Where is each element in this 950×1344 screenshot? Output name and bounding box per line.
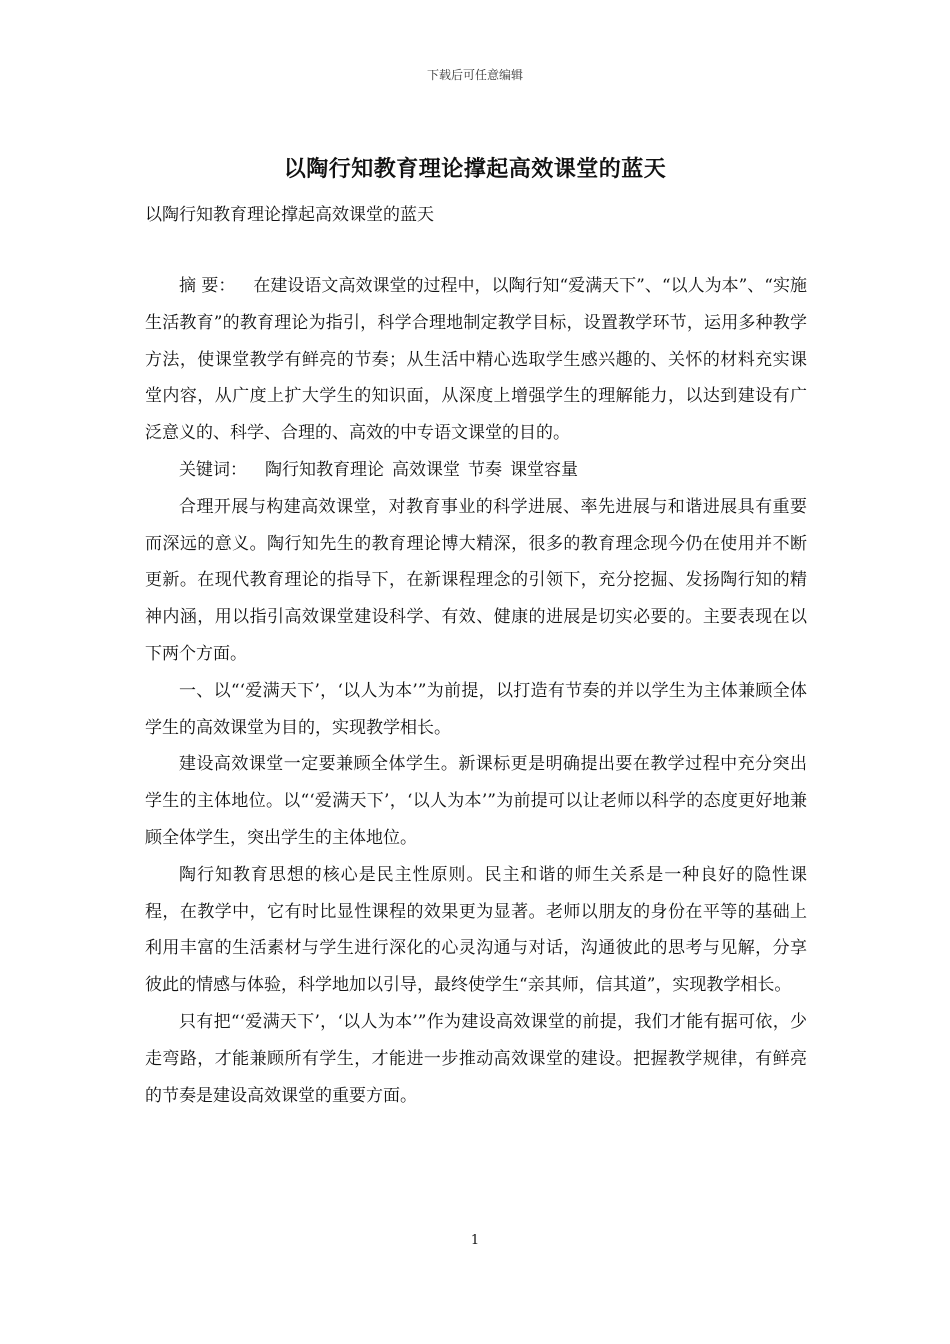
keyword-item: 陶行知教育理论	[265, 459, 384, 480]
page-header: 下载后可任意编辑	[426, 68, 523, 82]
abstract-text: 在建设语文高效课堂的过程中，以陶行知“爱满天下”、“以人为本”、“实施生活教育”的教育理论为指引，科学合理地制定教学目标，设置教学环节，运用多种教学方法，使课堂教学有鲜亮的节奏；从生活中精心选取学生感兴趣的、关怀的材料充实课堂内容，从广度上扩大学生的知识面，从深度上增强学生的理解能力，以达到建设有广泛意义的、科学、合理的、高效的中专语文课堂的目的。	[145, 276, 807, 444]
keywords-label: 关键词：	[179, 459, 247, 480]
document-subtitle: 以陶行知教育理论撑起高效课堂的蓝天	[145, 205, 434, 225]
section-heading-paragraph: 一、以“‘爱满天下’，‘以人为本’”为前提，以打造有节奏的并以学生为主体兼顾全体学生的高效课堂为目的，实现教学相长。	[145, 680, 807, 738]
abstract-label: 摘 要：	[179, 276, 236, 296]
page-number: 1	[470, 1233, 480, 1248]
abstract-paragraph	[145, 268, 807, 452]
document-body	[145, 268, 807, 1114]
keyword-item: 节奏	[468, 459, 502, 480]
document-title: 以陶行知教育理论撑起高效课堂的蓝天	[283, 156, 667, 182]
body-paragraph: 合理开展与构建高效课堂，对教育事业的科学进展、率先进展与和谐进展具有重要而深远的意义。陶行知先生的教育理论博大精深，很多的教育理念现今仍在使用并不断更新。在现代教育理论的指导下，在新课程理念的引领下，充分挖掘、发扬陶行知的精神内涵，用以指引高效课堂建设科学、有效、健康的进展是切实必要的。主要表现在以下两个方面。	[145, 496, 807, 664]
body-paragraph: 只有把“‘爱满天下’，‘以人为本’”作为建设高效课堂的前提，我们才能有据可依，少走弯路，才能兼顾所有学生，才能进一步推动高效课堂的建设。把握教学规律，有鲜亮的节奏是建设高效课堂的重要方面。	[145, 1011, 807, 1106]
body-paragraph: 陶行知教育思想的核心是民主性原则。民主和谐的师生关系是一种良好的隐性课程，在教学中，它有时比显性课程的效果更为显著。老师以朋友的身份在平等的基础上利用丰富的生活素材与学生进行深化的心灵沟通与对话，沟通彼此的思考与见解，分享彼此的情感与体验，科学地加以引导，最终使学生“亲其师，信其道”，实现教学相长。	[145, 864, 807, 996]
keyword-item: 课堂容量	[510, 459, 578, 480]
keywords-paragraph	[145, 452, 807, 489]
keyword-item: 高效课堂	[392, 459, 460, 480]
body-paragraph: 建设高效课堂一定要兼顾全体学生。新课标更是明确提出要在教学过程中充分突出学生的主体地位。以“‘爱满天下’，‘以人为本’”为前提可以让老师以科学的态度更好地兼顾全体学生，突出学生的主体地位。	[145, 754, 807, 848]
